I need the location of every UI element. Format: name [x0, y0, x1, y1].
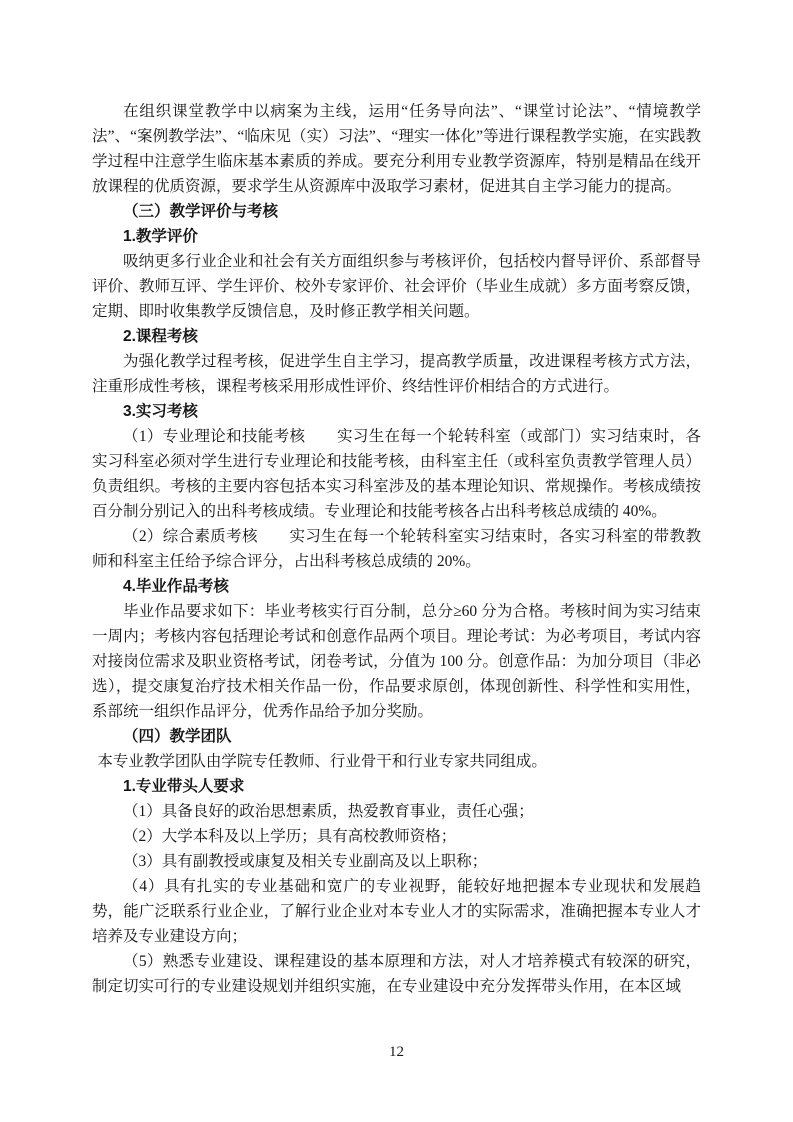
list-item-leader-requirement-1: （1）具备良好的政治思想素质，热爱教育事业，责任心强；: [123, 803, 534, 820]
paragraph-teaching-evaluation: 吸纳更多行业企业和社会有关方面组织参与考核评价，包括校内督导评价、系部督导评价、教师互评、学生评价、校外专家评价、社会评价（毕业生成就）多方面考察反馈，定期、即时收集教学反馈信息，及时修正教学相关问题。: [92, 253, 701, 320]
paragraph-comprehensive-quality-assessment: （2）综合素质考核 实习生在每一个轮转科室实习结束时，各实习科室的带教教师和科室主任给予综合评分，占出科考核总成绩的 20%。: [92, 528, 701, 570]
paragraph-course-assessment: 为强化教学过程考核，促进学生自主学习，提高教学质量，改进课程考核方式方法，注重形成性考核，课程考核采用形成性评价、终结性评价相结合的方式进行。: [92, 353, 701, 395]
list-item-leader-requirement-3: （3）具有副教授或康复及相关专业副高及以上职称；: [123, 853, 488, 870]
paragraph-theory-skill-assessment: （1）专业理论和技能考核 实习生在每一个轮转科室（或部门）实习结束时，各实习科室必须对学生进行专业理论和技能考核，由科室主任（或科室负责教学管理人员）负责组织。考核的主要内容包括本实习科室涉及的基本理论知识、常规操作。考核成绩按百分制分别记入的出科考核成绩。专业理论和技能考核各占出科考核总成绩的 40%。: [92, 428, 701, 520]
document-content: [92, 99, 701, 999]
heading-teaching-evaluation: 1.教学评价: [123, 228, 198, 245]
list-item-leader-requirement-2: （2）大学本科及以上学历；具有高校教师资格；: [123, 828, 457, 845]
list-item-leader-requirement-4: （4）具有扎实的专业基础和宽广的专业视野，能较好地把握本专业现状和发展趋势，能广泛联系行业企业，了解行业企业对本专业人才的实际需求，准确把握本专业人才培养及专业建设方向；: [92, 878, 701, 945]
paragraph-course-implementation: 在组织课堂教学中以病案为主线，运用“任务导向法”、“课堂讨论法”、“情境教学法”、“案例教学法”、“临床见（实）习法”、“理实一体化”等进行课程教学实施，在实践教学过程中注意学生临床基本素质的养成。要充分利用专业教学资源库，特别是精品在线开放课程的优质资源，要求学生从资源库中汲取学习素材，促进其自主学习能力的提高。: [92, 103, 701, 195]
heading-program-leader-requirements: 1.专业带头人要求: [123, 778, 245, 795]
heading-graduation-work-assessment: 4.毕业作品考核: [123, 578, 229, 595]
heading-section-3-evaluation-assessment: （三）教学评价与考核: [123, 203, 279, 220]
paragraph-graduation-work-requirements: 毕业作品要求如下：毕业考核实行百分制，总分≥60 分为合格。考核时间为实习结束一周内；考核内容包括理论考试和创意作品两个项目。理论考试：为必考项目，考试内容对接岗位需求及职业资格考试，闭卷考试，分值为 100 分。创意作品：为加分项目（非必选），提交康复治疗技术相关作品一份，作品要求原创，体现创新性、科学性和实用性，系部统一组织作品评分，优秀作品给予加分奖励。: [92, 603, 701, 720]
paragraph-teaching-team-composition: 本专业教学团队由学院专任教师、行业骨干和行业专家共同组成。: [97, 753, 547, 770]
page-number: 12: [389, 1044, 404, 1060]
heading-internship-assessment: 3.实习考核: [123, 403, 198, 420]
heading-section-4-teaching-team: （四）教学团队: [123, 728, 232, 745]
list-item-leader-requirement-5: （5）熟悉专业建设、课程建设的基本原理和方法，对人才培养模式有较深的研究，制定切实可行的专业建设规划并组织实施，在专业建设中充分发挥带头作用，在本区域: [92, 953, 701, 995]
heading-course-assessment: 2.课程考核: [123, 328, 198, 345]
